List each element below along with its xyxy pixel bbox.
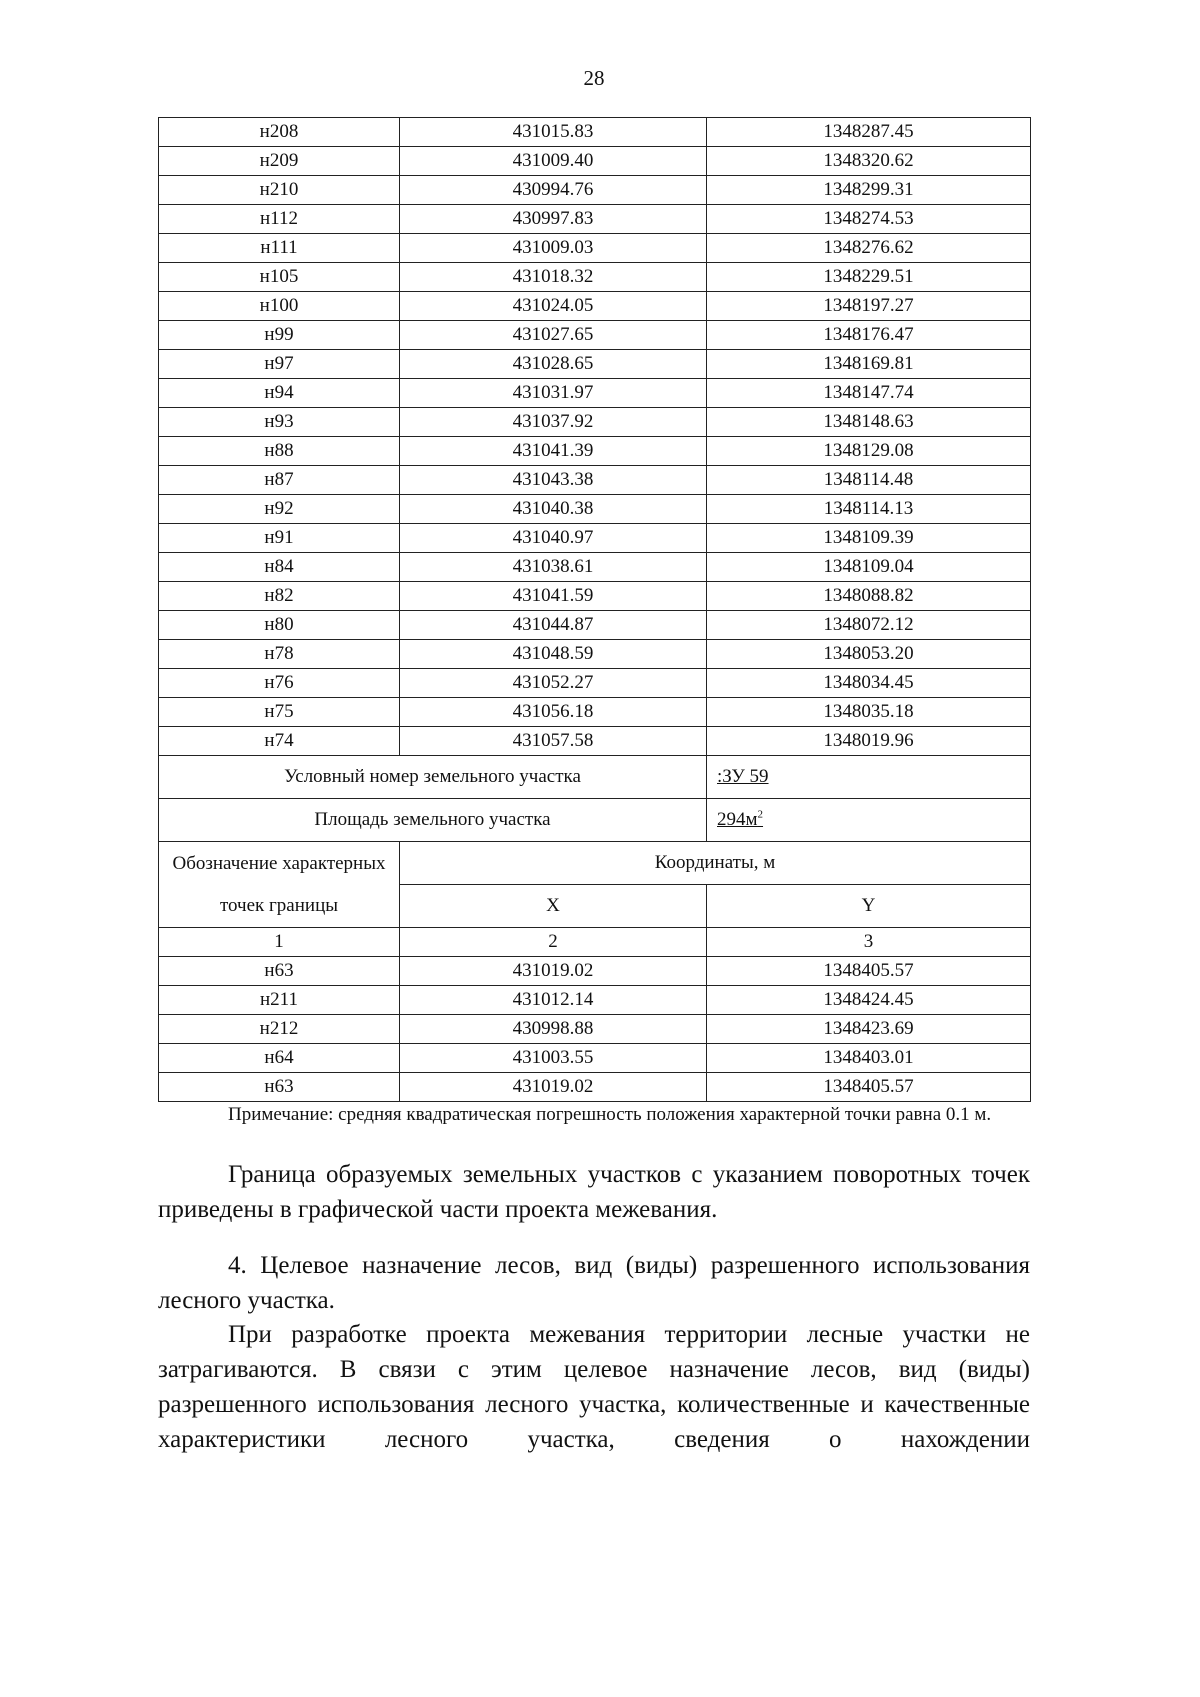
table-row [159,437,1031,466]
col-num-1: 1 [159,928,400,957]
point-name: н93 [159,408,400,437]
point-name: н63 [159,957,400,986]
coord-x: 431052.27 [400,669,707,698]
table-row [159,321,1031,350]
point-name: н88 [159,437,400,466]
point-name: н75 [159,698,400,727]
coord-x: 431041.39 [400,437,707,466]
coord-x: 431012.14 [400,986,707,1015]
table-row [159,1044,1031,1073]
coord-x: 431015.83 [400,118,707,147]
table-row [159,495,1031,524]
coord-y: 1348019.96 [707,727,1031,756]
coord-y: 1348287.45 [707,118,1031,147]
point-name: н78 [159,640,400,669]
section-heading-4: 4. Целевое назначение лесов, вид (виды) разрешенного использования лесного участка. [158,1252,1030,1314]
point-name: н209 [159,147,400,176]
coord-y: 1348197.27 [707,292,1031,321]
coord-y: 1348423.69 [707,1015,1031,1044]
coord-x: 431031.97 [400,379,707,408]
point-name: н80 [159,611,400,640]
parcel-number-label: Условный номер земельного участка [159,756,707,799]
table-row [159,727,1031,756]
coord-y: 1348109.39 [707,524,1031,553]
point-name: н87 [159,466,400,495]
column-number-row [159,928,1031,957]
note-text: Примечание: средняя квадратическая погрешность положения характерной точки равна 0.1 м. [228,1104,992,1125]
table-row [159,147,1031,176]
coord-y: 1348072.12 [707,611,1031,640]
coord-x: 431027.65 [400,321,707,350]
coord-y: 1348424.45 [707,986,1031,1015]
table-row [159,611,1031,640]
table-row [159,669,1031,698]
coord-x: 431019.02 [400,957,707,986]
table-row [159,408,1031,437]
point-name: н212 [159,1015,400,1044]
header-points: Обозначение характерных точек границы [159,842,400,928]
coord-x: 431038.61 [400,553,707,582]
coord-x: 431037.92 [400,408,707,437]
coord-x: 430998.88 [400,1015,707,1044]
coord-y: 1348053.20 [707,640,1031,669]
table-row [159,582,1031,611]
point-name: н112 [159,205,400,234]
coord-y: 1348088.82 [707,582,1031,611]
point-name: н84 [159,553,400,582]
point-name: н63 [159,1073,400,1102]
table-row [159,986,1031,1015]
table-row [159,350,1031,379]
point-name: н105 [159,263,400,292]
page-number: 28 [583,66,605,90]
coord-y: 1348129.08 [707,437,1031,466]
table-row [159,466,1031,495]
coord-y: 1348114.48 [707,466,1031,495]
point-name: н100 [159,292,400,321]
coord-x: 431019.02 [400,1073,707,1102]
col-num-2: 2 [400,928,707,957]
parcel-number-row [159,756,1031,799]
header-y: Y [707,885,1031,928]
coord-x: 430994.76 [400,176,707,205]
coord-y: 1348169.81 [707,350,1031,379]
point-name: н91 [159,524,400,553]
point-name: н210 [159,176,400,205]
coord-x: 431009.40 [400,147,707,176]
coord-y: 1348403.01 [707,1044,1031,1073]
header-row-1 [159,842,1031,885]
table-row [159,118,1031,147]
point-name: н94 [159,379,400,408]
point-name: н82 [159,582,400,611]
point-name: н76 [159,669,400,698]
col-num-3: 3 [707,928,1031,957]
coord-y: 1348148.63 [707,408,1031,437]
coord-y: 1348405.57 [707,957,1031,986]
table-row [159,205,1031,234]
table-row [159,1015,1031,1044]
table-row [159,292,1031,321]
coord-x: 431048.59 [400,640,707,669]
table-row [159,698,1031,727]
coord-x: 431040.38 [400,495,707,524]
coord-x: 431040.97 [400,524,707,553]
coordinates-table [158,117,1031,1102]
header-x: X [400,885,707,928]
point-name: н111 [159,234,400,263]
parcel-area-label: Площадь земельного участка [159,799,707,842]
coord-y: 1348299.31 [707,176,1031,205]
coord-x: 431043.38 [400,466,707,495]
coord-y: 1348405.57 [707,1073,1031,1102]
coord-x: 431057.58 [400,727,707,756]
coord-x: 431056.18 [400,698,707,727]
coord-y: 1348109.04 [707,553,1031,582]
table-row [159,1073,1031,1102]
top-rows-body [159,118,1031,756]
parcel-number-value: :ЗУ 59 [707,756,1031,799]
point-name: н211 [159,986,400,1015]
coord-x: 431041.59 [400,582,707,611]
table-row [159,553,1031,582]
coord-x: 431018.32 [400,263,707,292]
coord-y: 1348276.62 [707,234,1031,263]
table-row [159,176,1031,205]
parcel-rows-body [159,957,1031,1102]
table-row [159,234,1031,263]
table-row [159,524,1031,553]
table-row [159,379,1031,408]
table-row [159,957,1031,986]
coord-y: 1348274.53 [707,205,1031,234]
coord-y: 1348034.45 [707,669,1031,698]
point-name: н92 [159,495,400,524]
coord-y: 1348176.47 [707,321,1031,350]
table-row [159,263,1031,292]
coord-x: 431009.03 [400,234,707,263]
coord-y: 1348035.18 [707,698,1031,727]
table-row [159,640,1031,669]
coord-y: 1348147.74 [707,379,1031,408]
point-name: н99 [159,321,400,350]
coord-x: 431044.87 [400,611,707,640]
point-name: н64 [159,1044,400,1073]
header-coords: Координаты, м [400,842,1031,885]
point-name: н97 [159,350,400,379]
coord-x: 430997.83 [400,205,707,234]
point-name: н208 [159,118,400,147]
coord-y: 1348229.51 [707,263,1031,292]
coord-y: 1348320.62 [707,147,1031,176]
coord-y: 1348114.13 [707,495,1031,524]
parcel-area-value: $294м^2$ [707,799,1031,842]
coord-x: 431024.05 [400,292,707,321]
coord-x: 431028.65 [400,350,707,379]
coord-x: 431003.55 [400,1044,707,1073]
point-name: н74 [159,727,400,756]
paragraph-forests: При разработке проекта межевания территории лесные участки не затрагиваются. В связи с этим целевое назначение лесов, вид (виды) разрешенного использования лесного участка, количественные и качественные характеристики лесного участка, сведения о нахождении [158,1321,1030,1453]
parcel-area-row [159,799,1031,842]
paragraph-boundary: Граница образуемых земельных участков с указанием поворотных точек приведены в графической части проекта межевания. [158,1161,1030,1223]
